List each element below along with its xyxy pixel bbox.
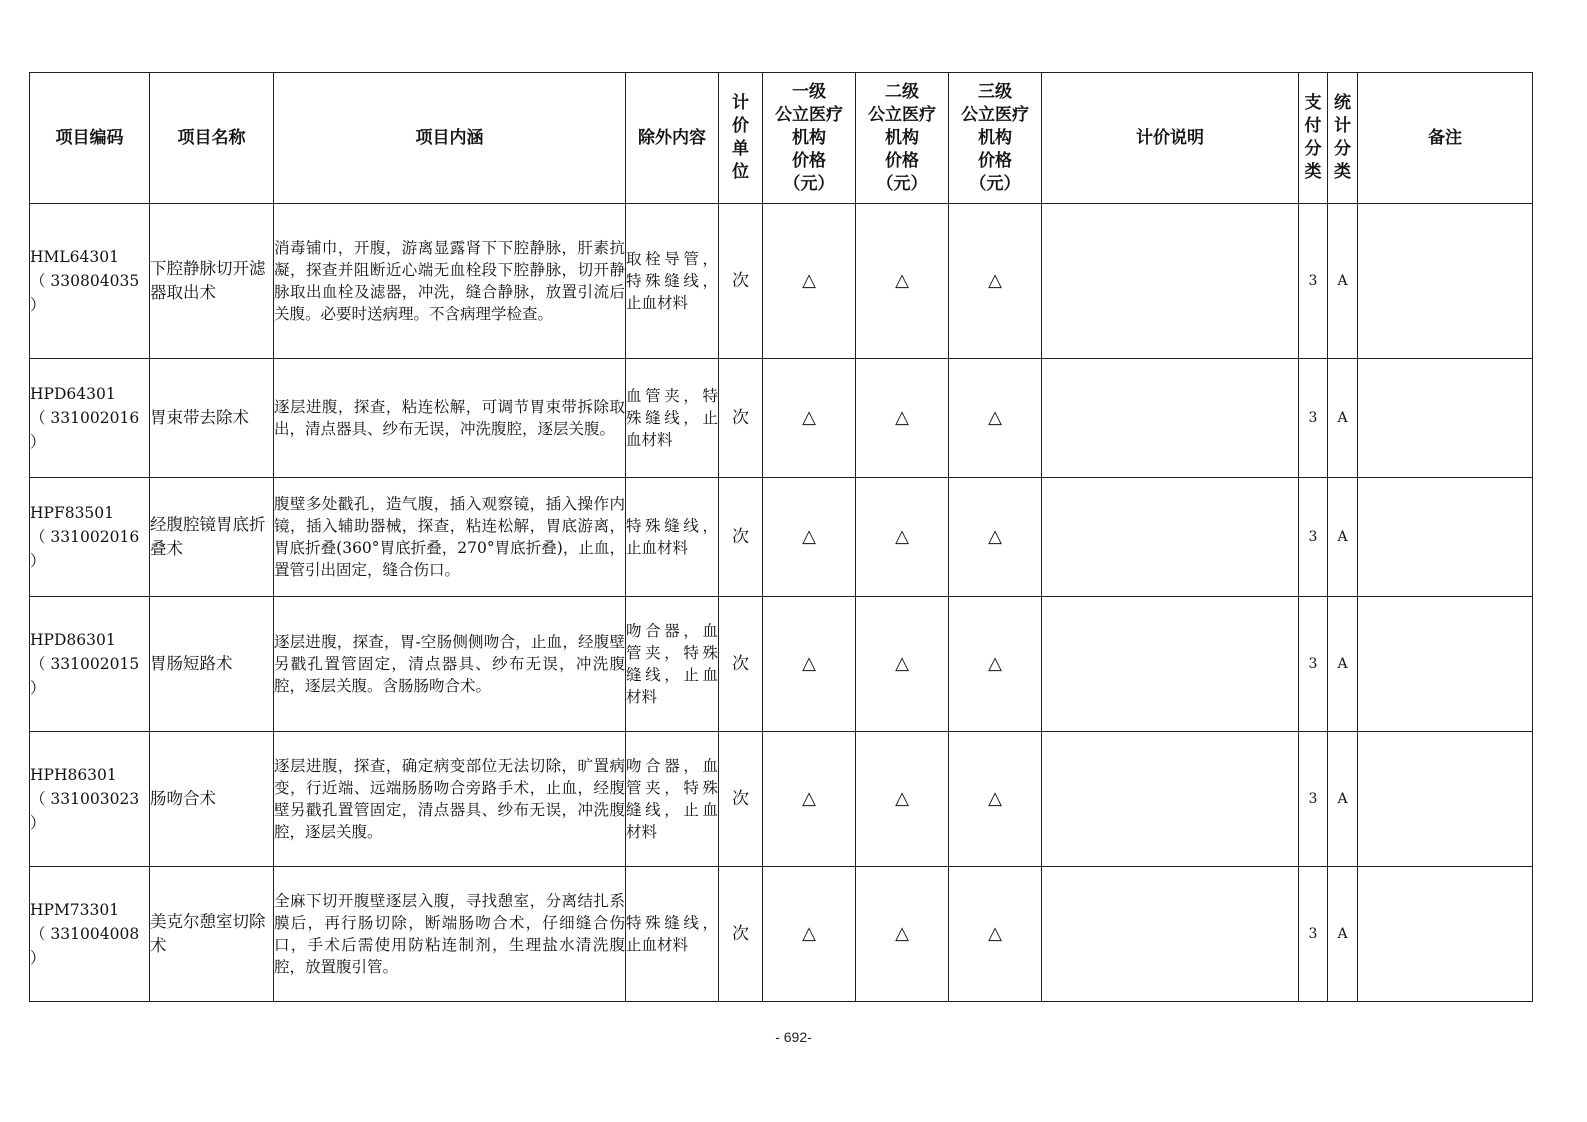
item-payment-class: 3 <box>1299 732 1328 867</box>
item-price-level3: △ <box>949 359 1042 478</box>
item-statistics-class: A <box>1328 204 1358 359</box>
item-price-level1: △ <box>763 359 856 478</box>
header-price-level2: 二级 公立医疗 机构 价格 （元） <box>856 73 949 204</box>
item-remarks <box>1358 867 1533 1002</box>
table-row <box>30 359 1533 478</box>
item-exclusion: 吻合器，血管夹，特殊缝线，止血材料 <box>626 732 719 867</box>
item-name: 美克尔憩室切除术 <box>150 867 274 1002</box>
item-pricing-note <box>1042 359 1299 478</box>
item-exclusion: 特殊缝线，止血材料 <box>626 478 719 597</box>
item-payment-class: 3 <box>1299 204 1328 359</box>
item-code: HPD64301 （ 331002016 ） <box>30 359 150 478</box>
item-price-level3: △ <box>949 478 1042 597</box>
header-statistics-class: 统 计 分 类 <box>1328 73 1358 204</box>
item-statistics-class: A <box>1328 359 1358 478</box>
item-exclusion: 血管夹，特殊缝线，止血材料 <box>626 359 719 478</box>
item-content: 逐层进腹，探查，粘连松解，可调节胃束带拆除取出，清点器具、纱布无误，冲洗腹腔，逐层关腹。 <box>274 359 626 478</box>
table-row <box>30 597 1533 732</box>
item-code: HML64301 （ 330804035 ） <box>30 204 150 359</box>
item-code: HPD86301 （ 331002015 ） <box>30 597 150 732</box>
item-price-level3: △ <box>949 204 1042 359</box>
item-code: HPM73301 （ 331004008 ） <box>30 867 150 1002</box>
item-pricing-note <box>1042 597 1299 732</box>
header-unit: 计 价 单 位 <box>719 73 763 204</box>
item-name: 肠吻合术 <box>150 732 274 867</box>
item-unit: 次 <box>719 359 763 478</box>
item-price-level1: △ <box>763 732 856 867</box>
item-remarks <box>1358 597 1533 732</box>
item-payment-class: 3 <box>1299 867 1328 1002</box>
item-pricing-note <box>1042 478 1299 597</box>
item-price-level2: △ <box>856 478 949 597</box>
item-unit: 次 <box>719 597 763 732</box>
header-exclusion: 除外内容 <box>626 73 719 204</box>
item-exclusion: 特殊缝线，止血材料 <box>626 867 719 1002</box>
item-price-level1: △ <box>763 478 856 597</box>
item-content: 全麻下切开腹壁逐层入腹，寻找憩室，分离结扎系膜后，再行肠切除，断端肠吻合术，仔细缝合伤口，手术后需使用防粘连制剂，生理盐水清洗腹腔，放置腹引管。 <box>274 867 626 1002</box>
header-name: 项目名称 <box>150 73 274 204</box>
item-remarks <box>1358 478 1533 597</box>
item-name: 经腹腔镜胃底折叠术 <box>150 478 274 597</box>
item-remarks <box>1358 204 1533 359</box>
item-content: 消毒铺巾，开腹，游离显露肾下下腔静脉，肝素抗凝，探查并阻断近心端无血栓段下腔静脉，切开静脉取出血栓及滤器，冲洗，缝合静脉，放置引流后关腹。必要时送病理。不含病理学检查。 <box>274 204 626 359</box>
item-content: 腹壁多处戳孔，造气腹，插入观察镜，插入操作内镜，插入辅助器械，探查，粘连松解，胃底游离，胃底折叠(360°胃底折叠，270°胃底折叠)，止血，置管引出固定，缝合伤口。 <box>274 478 626 597</box>
item-exclusion: 取栓导管，特殊缝线，止血材料 <box>626 204 719 359</box>
item-exclusion: 吻合器，血管夹，特殊缝线，止血材料 <box>626 597 719 732</box>
table-row <box>30 478 1533 597</box>
item-statistics-class: A <box>1328 478 1358 597</box>
item-name: 胃束带去除术 <box>150 359 274 478</box>
header-code: 项目编码 <box>30 73 150 204</box>
item-name: 胃肠短路术 <box>150 597 274 732</box>
page-number: - 692- <box>775 1029 812 1045</box>
item-pricing-note <box>1042 204 1299 359</box>
item-remarks <box>1358 732 1533 867</box>
item-unit: 次 <box>719 867 763 1002</box>
header-row <box>30 73 1533 204</box>
item-payment-class: 3 <box>1299 597 1328 732</box>
item-unit: 次 <box>719 478 763 597</box>
table-row <box>30 732 1533 867</box>
item-pricing-note <box>1042 732 1299 867</box>
header-price-level3: 三级 公立医疗 机构 价格 （元） <box>949 73 1042 204</box>
item-price-level3: △ <box>949 597 1042 732</box>
item-price-level1: △ <box>763 597 856 732</box>
item-unit: 次 <box>719 732 763 867</box>
pricing-table <box>29 72 1533 1002</box>
item-price-level3: △ <box>949 867 1042 1002</box>
item-code: HPF83501 （ 331002016 ） <box>30 478 150 597</box>
item-price-level1: △ <box>763 867 856 1002</box>
item-payment-class: 3 <box>1299 478 1328 597</box>
item-price-level2: △ <box>856 359 949 478</box>
item-unit: 次 <box>719 204 763 359</box>
item-remarks <box>1358 359 1533 478</box>
item-content: 逐层进腹，探查，确定病变部位无法切除，旷置病变，行近端、远端肠肠吻合旁路手术，止血，经腹壁另戳孔置管固定，清点器具、纱布无误，冲洗腹腔，逐层关腹。 <box>274 732 626 867</box>
item-price-level3: △ <box>949 732 1042 867</box>
header-content: 项目内涵 <box>274 73 626 204</box>
item-statistics-class: A <box>1328 867 1358 1002</box>
item-price-level2: △ <box>856 732 949 867</box>
item-price-level2: △ <box>856 867 949 1002</box>
header-pricing-note: 计价说明 <box>1042 73 1299 204</box>
header-remarks: 备注 <box>1358 73 1533 204</box>
item-price-level2: △ <box>856 204 949 359</box>
header-price-level1: 一级 公立医疗 机构 价格 （元） <box>763 73 856 204</box>
item-pricing-note <box>1042 867 1299 1002</box>
table-row <box>30 204 1533 359</box>
item-price-level2: △ <box>856 597 949 732</box>
item-code: HPH86301 （ 331003023 ） <box>30 732 150 867</box>
item-content: 逐层进腹，探查，胃-空肠侧侧吻合，止血，经腹壁另戳孔置管固定，清点器具、纱布无误，冲洗腹腔，逐层关腹。含肠肠吻合术。 <box>274 597 626 732</box>
item-statistics-class: A <box>1328 597 1358 732</box>
item-payment-class: 3 <box>1299 359 1328 478</box>
item-statistics-class: A <box>1328 732 1358 867</box>
item-name: 下腔静脉切开滤器取出术 <box>150 204 274 359</box>
header-payment-class: 支 付 分 类 <box>1299 73 1328 204</box>
item-price-level1: △ <box>763 204 856 359</box>
table-row <box>30 867 1533 1002</box>
